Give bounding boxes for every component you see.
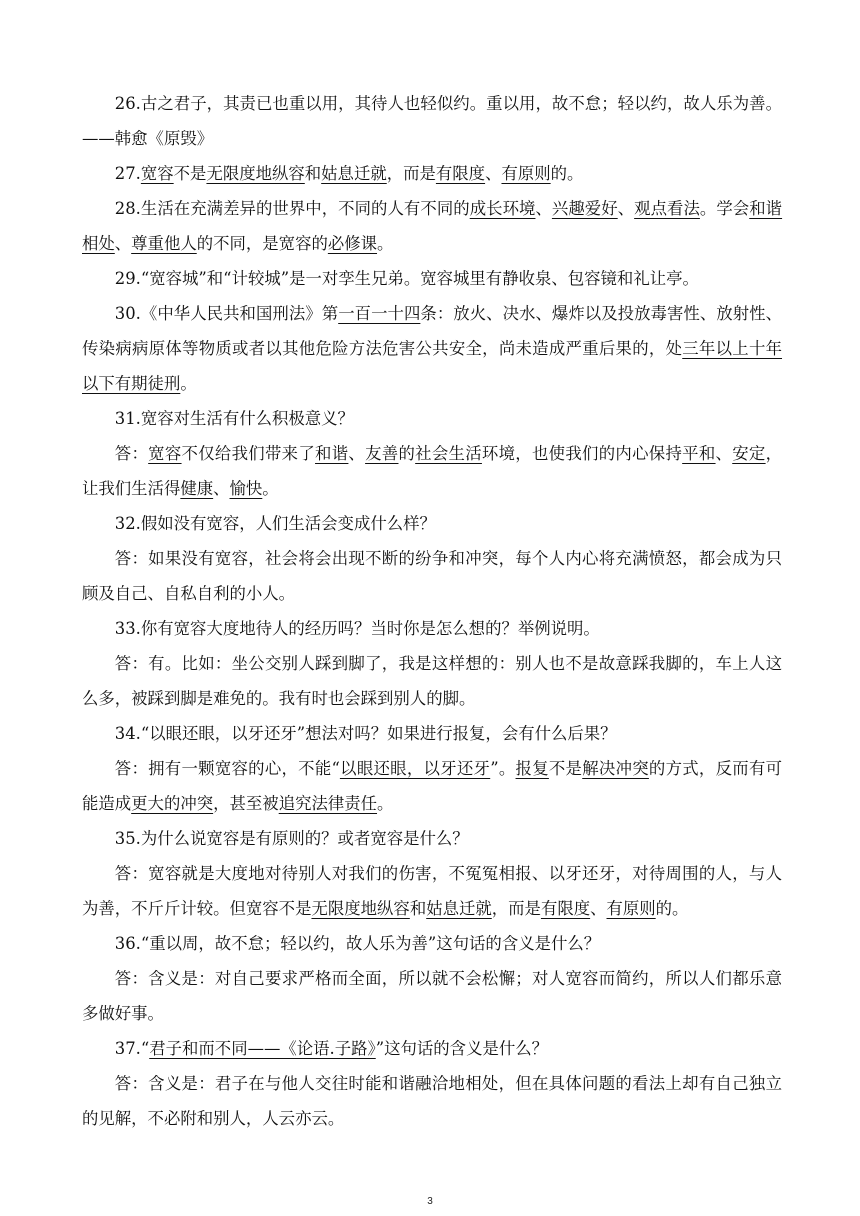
underlined-keyword: 君子和而不同——《论语.子路》 xyxy=(149,1039,376,1058)
text-run: 的 xyxy=(398,444,416,463)
paragraph-p26 xyxy=(82,86,782,156)
text-run: 31.宽容对生活有什么积极意义？ xyxy=(114,409,354,428)
text-run: 。 xyxy=(262,479,279,498)
text-run: 和 xyxy=(304,164,322,183)
paragraph-p33q xyxy=(82,611,782,646)
text-run: ，甚至被 xyxy=(213,794,279,813)
text-run: 不是 xyxy=(548,759,583,778)
paragraph-p34q xyxy=(82,716,782,751)
text-run: 27. xyxy=(114,164,141,183)
paragraph-p36a xyxy=(82,961,782,1031)
underlined-keyword: 报复 xyxy=(515,759,549,778)
underlined-keyword: 无限度地纵容 xyxy=(311,899,410,918)
paragraph-p31a xyxy=(82,436,782,506)
text-run: 29.“宽容城”和“计较城”是一对孪生兄弟。宽容城里有静收泉、包容镜和礼让亭。 xyxy=(114,269,699,288)
text-run: 答：拥有一颗宽容的心，不能“ xyxy=(114,759,340,778)
text-run: 答：有。比如：坐公交别人踩到脚了，我是这样想的：别人也不是故意踩我脚的，车上人这么多，被踩到脚是难免的。我有时也会踩到别人的脚。 xyxy=(82,654,782,708)
underlined-keyword: 有限度 xyxy=(540,899,591,918)
underlined-keyword: 观点看法 xyxy=(634,199,700,218)
paragraph-p27 xyxy=(82,156,782,191)
text-run: 。 xyxy=(377,234,394,253)
text-run: 28.生活在充满差异的世界中，不同的人有不同的 xyxy=(114,199,470,218)
text-run: 33.你有宽容大度地待人的经历吗？当时你是怎么想的？举例说明。 xyxy=(114,619,600,638)
underlined-keyword: 更大的冲突 xyxy=(131,794,214,813)
underlined-keyword: 尊重他人 xyxy=(131,234,197,253)
text-run: 不是 xyxy=(173,164,207,183)
paragraph-p37a xyxy=(82,1066,782,1136)
text-run: 。 xyxy=(180,374,197,393)
text-run: 、 xyxy=(348,444,366,463)
text-run: ，而是 xyxy=(491,899,541,918)
text-run: 36.“重以周，故不怠；轻以约，故人乐为善”这句话的含义是什么？ xyxy=(114,934,601,953)
text-run: 、 xyxy=(213,479,230,498)
text-run: 的方式，反而有可能造成 xyxy=(82,759,783,813)
underlined-keyword: 以眼还眼，以牙还牙 xyxy=(339,759,491,778)
underlined-keyword: 有限度 xyxy=(435,164,486,183)
text-run: 答：含义是：君子在与他人交往时能和谐融洽地相处，但在具体问题的看法上却有自己独立的见解，不必附和别人，人云亦云。 xyxy=(82,1074,782,1128)
text-run: 答：如果没有宽容，社会将会出现不断的纷争和冲突，每个人内心将充满愤怒，都会成为只顾及自己、自私自利的小人。 xyxy=(82,549,782,603)
text-run: 答： xyxy=(114,444,149,463)
text-run: 、 xyxy=(590,899,607,918)
text-run: 的不同，是宽容的 xyxy=(196,234,328,253)
paragraph-p32a xyxy=(82,541,782,611)
text-run: 。学会 xyxy=(699,199,750,218)
text-run: 和 xyxy=(409,899,427,918)
underlined-keyword: 宽容 xyxy=(140,164,174,183)
underlined-keyword: 和谐 xyxy=(315,444,349,463)
underlined-keyword: 有原则 xyxy=(501,164,551,183)
text-run: 条：放火、决水、爆炸以及投放毒害性、放射性、传染病病原体等物质或者以其他危险方法危害公共安全，尚未造成严重后果的，处 xyxy=(82,304,783,358)
underlined-keyword: 必修课 xyxy=(327,234,378,253)
underlined-keyword: 姑息迁就 xyxy=(321,164,387,183)
underlined-keyword: 健康 xyxy=(180,479,214,498)
text-run: ”这句话的含义是什么？ xyxy=(375,1039,549,1058)
underlined-keyword: 一百一十四 xyxy=(338,304,421,323)
paragraph-p28 xyxy=(82,191,782,261)
text-run: 34.“以眼还眼，以牙还牙”想法对吗？如果进行报复，会有什么后果？ xyxy=(114,724,617,743)
underlined-keyword: 友善 xyxy=(365,444,399,463)
underlined-keyword: 和谐相处 xyxy=(82,199,783,253)
underlined-keyword: 三年以上十年以下有期徒刑 xyxy=(82,339,783,393)
underlined-keyword: 兴趣爱好 xyxy=(551,199,618,218)
underlined-keyword: 平和 xyxy=(682,444,716,463)
text-run: 26.古之君子，其责已也重以用，其待人也轻似约。重以用，故不怠；轻以约，故人乐为善。——韩愈《原毁》 xyxy=(82,94,782,148)
text-run: 35.为什么说宽容是有原则的？或者宽容是什么？ xyxy=(114,829,469,848)
text-run: 、 xyxy=(114,234,132,253)
text-run: ”。 xyxy=(490,759,516,778)
underlined-keyword: 有原则 xyxy=(606,899,656,918)
paragraph-p29 xyxy=(82,261,782,296)
text-run: 的。 xyxy=(655,899,689,918)
paragraph-p37q xyxy=(82,1031,782,1066)
paragraph-p35q xyxy=(82,821,782,856)
text-run: 、 xyxy=(715,444,733,463)
underlined-keyword: 愉快 xyxy=(229,479,263,498)
underlined-keyword: 安定 xyxy=(732,444,766,463)
paragraph-p31q xyxy=(82,401,782,436)
text-run: 、 xyxy=(535,199,552,218)
paragraph-p35a xyxy=(82,856,782,926)
underlined-keyword: 姑息迁就 xyxy=(426,899,492,918)
underlined-keyword: 社会生活 xyxy=(415,444,482,463)
text-run: 、 xyxy=(617,199,635,218)
text-run: 。 xyxy=(377,794,394,813)
paragraph-p34a xyxy=(82,751,782,821)
text-run: 32.假如没有宽容，人们生活会变成什么样？ xyxy=(114,514,436,533)
paragraph-p33a xyxy=(82,646,782,716)
underlined-keyword: 成长环境 xyxy=(469,199,536,218)
underlined-keyword: 无限度地纵容 xyxy=(206,164,305,183)
text-run: 答：含义是：对自己要求严格而全面，所以就不会松懈；对人宽容而简约，所以人们都乐意多做好事。 xyxy=(82,969,782,1023)
text-run: 、 xyxy=(485,164,502,183)
text-run: 环境，也使我们的内心保持 xyxy=(481,444,683,463)
text-run: 不仅给我们带来了 xyxy=(181,444,316,463)
text-run: 的。 xyxy=(550,164,584,183)
paragraph-p30 xyxy=(82,296,782,401)
text-run: 答：宽容就是大度地对待别人对我们的伤害，不冤冤相报、以牙还牙，对待周围的人，与人为善，不斤斤计较。但宽容不是 xyxy=(82,864,782,918)
underlined-keyword: 追究法律责任 xyxy=(278,794,378,813)
underlined-keyword: 解决冲突 xyxy=(582,759,649,778)
text-run: 37.“ xyxy=(114,1039,150,1058)
paragraph-p32q xyxy=(82,506,782,541)
text-run: 30.《中华人民共和国刑法》第 xyxy=(114,304,339,323)
text-run: ，让我们生活得 xyxy=(82,444,782,498)
page-number: 3 xyxy=(427,1196,433,1207)
document-body xyxy=(82,86,782,1136)
underlined-keyword: 宽容 xyxy=(148,444,182,463)
paragraph-p36q xyxy=(82,926,782,961)
text-run: ，而是 xyxy=(386,164,436,183)
